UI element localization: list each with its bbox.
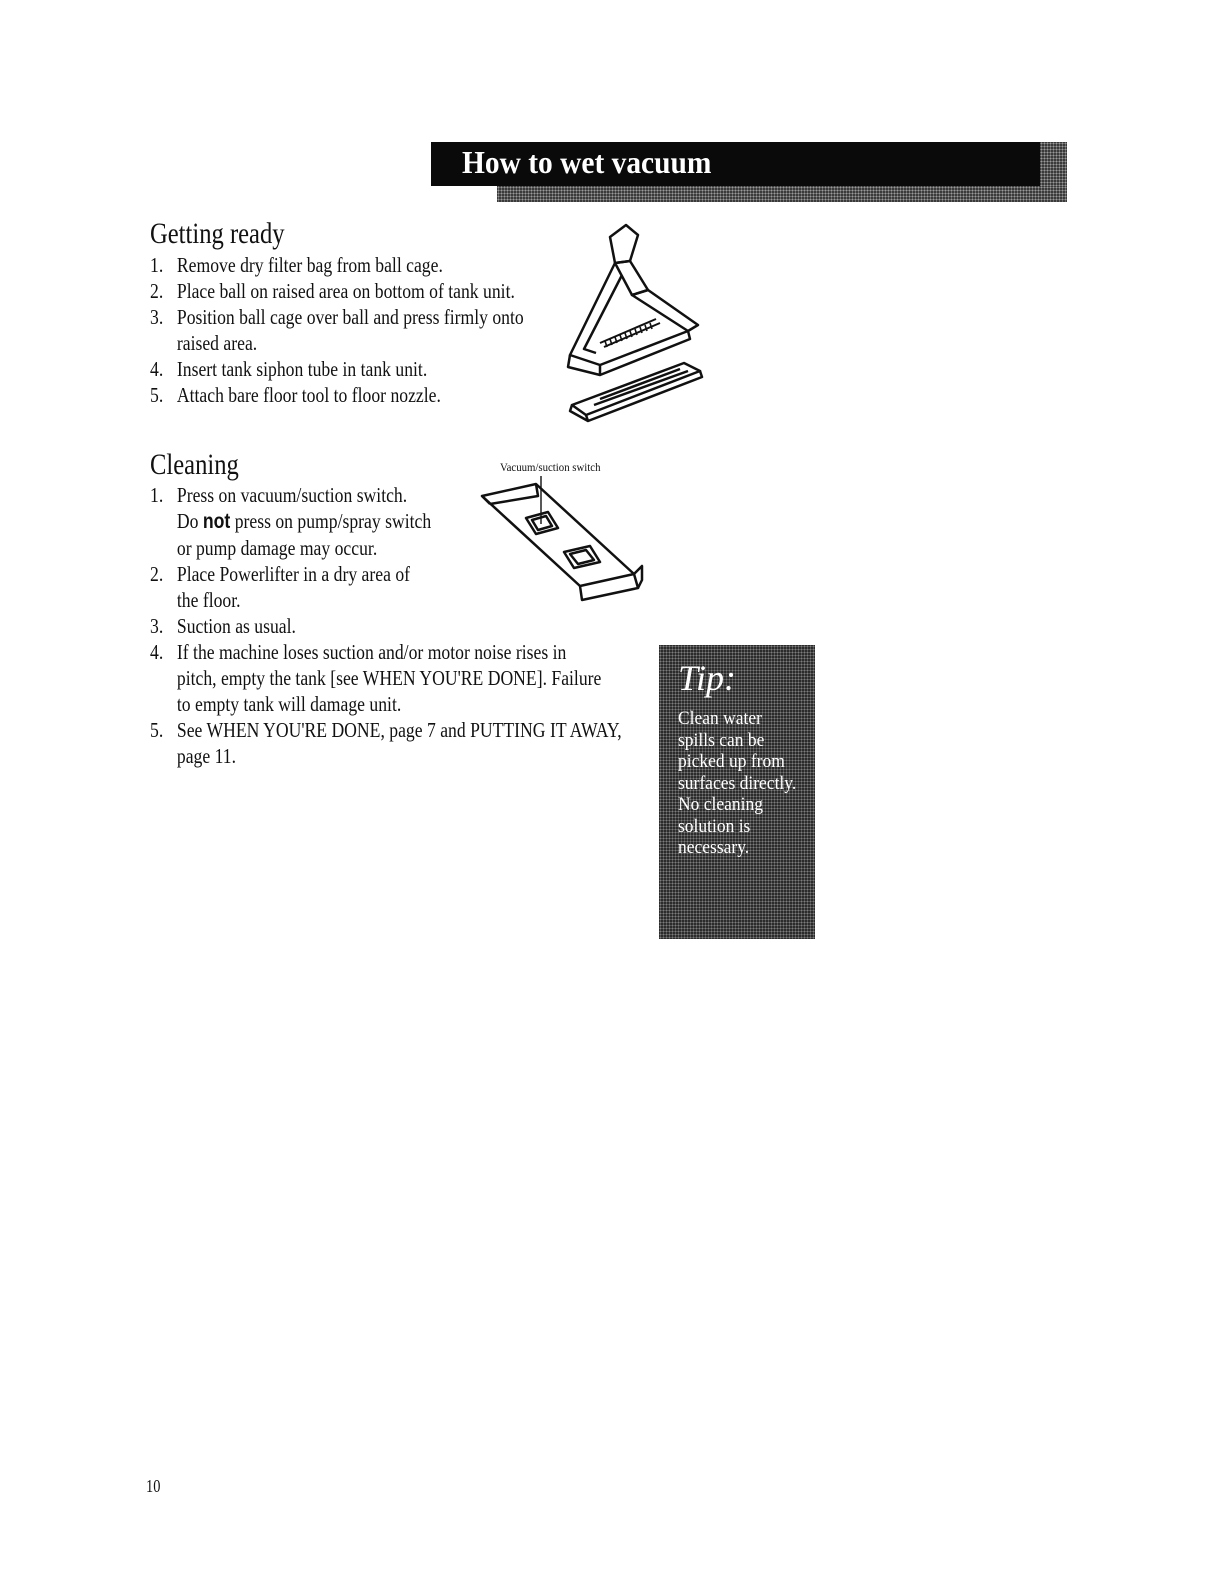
step-text: Position ball cage over ball and press firmly onto [176,305,524,329]
tip-heading: Tip: [678,658,737,698]
emphasis-not: not [202,510,231,533]
step-number: 2. [150,279,164,303]
tip-line: solution is [678,815,751,837]
step-text: Press on vacuum/suction switch. [176,483,408,507]
switch-callout-label: Vacuum/suction switch [500,460,601,474]
list-item [150,356,524,382]
list-item [150,278,524,304]
step-number: 4. [150,640,164,664]
step-text: If the machine loses suction and/or motor noise rises in [176,640,567,664]
step-text: page 11. [176,744,236,768]
step-text: raised area. [176,331,258,355]
banner-shadow [497,186,1067,202]
step-text: See WHEN YOU'RE DONE, page 7 and PUTTING IT AWAY, [176,718,622,742]
getting-ready-heading: Getting ready [150,217,285,250]
getting-ready-steps [150,252,524,408]
step-text: Suction as usual. [176,614,296,638]
step-text: Insert tank siphon tube in tank unit. [176,357,428,381]
list-item [150,252,524,278]
tip-text [678,708,798,859]
step-number: 2. [150,562,164,586]
step-text: Place Powerlifter in a dry area of [176,562,411,586]
switch-panel-illustration [478,474,658,610]
list-item [150,717,622,769]
floor-tool-illustration [560,215,710,425]
step-text: Attach bare floor tool to floor nozzle. [176,383,441,407]
banner-fade [1040,142,1067,186]
page-title: How to wet vacuum [462,144,712,180]
step-text-post: press on pump/spray switch [230,509,432,533]
cleaning-heading: Cleaning [150,448,239,481]
step-text: Remove dry filter bag from ball cage. [176,253,443,277]
list-item [150,613,622,639]
tip-line: necessary. [678,837,750,858]
list-item [150,304,524,356]
tip-line: No cleaning [678,794,763,815]
tip-line: surfaces directly. [678,772,797,794]
step-text: Place ball on raised area on bottom of tank unit. [176,279,515,303]
tip-line: spills can be [678,729,765,751]
step-number: 5. [150,718,164,742]
tip-line: Clean water [678,708,762,729]
step-number: 4. [150,357,164,381]
step-number: 1. [150,253,164,277]
page-number: 10 [146,1476,161,1496]
step-text: the floor. [176,588,241,612]
step-number: 5. [150,383,164,407]
step-text: pitch, empty the tank [see WHEN YOU'RE DONE]. Failure [176,666,602,690]
step-number: 3. [150,614,164,638]
step-text: to empty tank will damage unit. [176,692,402,716]
step-number: 3. [150,305,164,329]
list-item [150,639,622,717]
step-text: or pump damage may occur. [176,536,378,560]
step-number: 1. [150,483,164,507]
list-item [150,382,524,408]
tip-line: picked up from [678,751,785,772]
step-text-pre: Do [176,509,203,533]
